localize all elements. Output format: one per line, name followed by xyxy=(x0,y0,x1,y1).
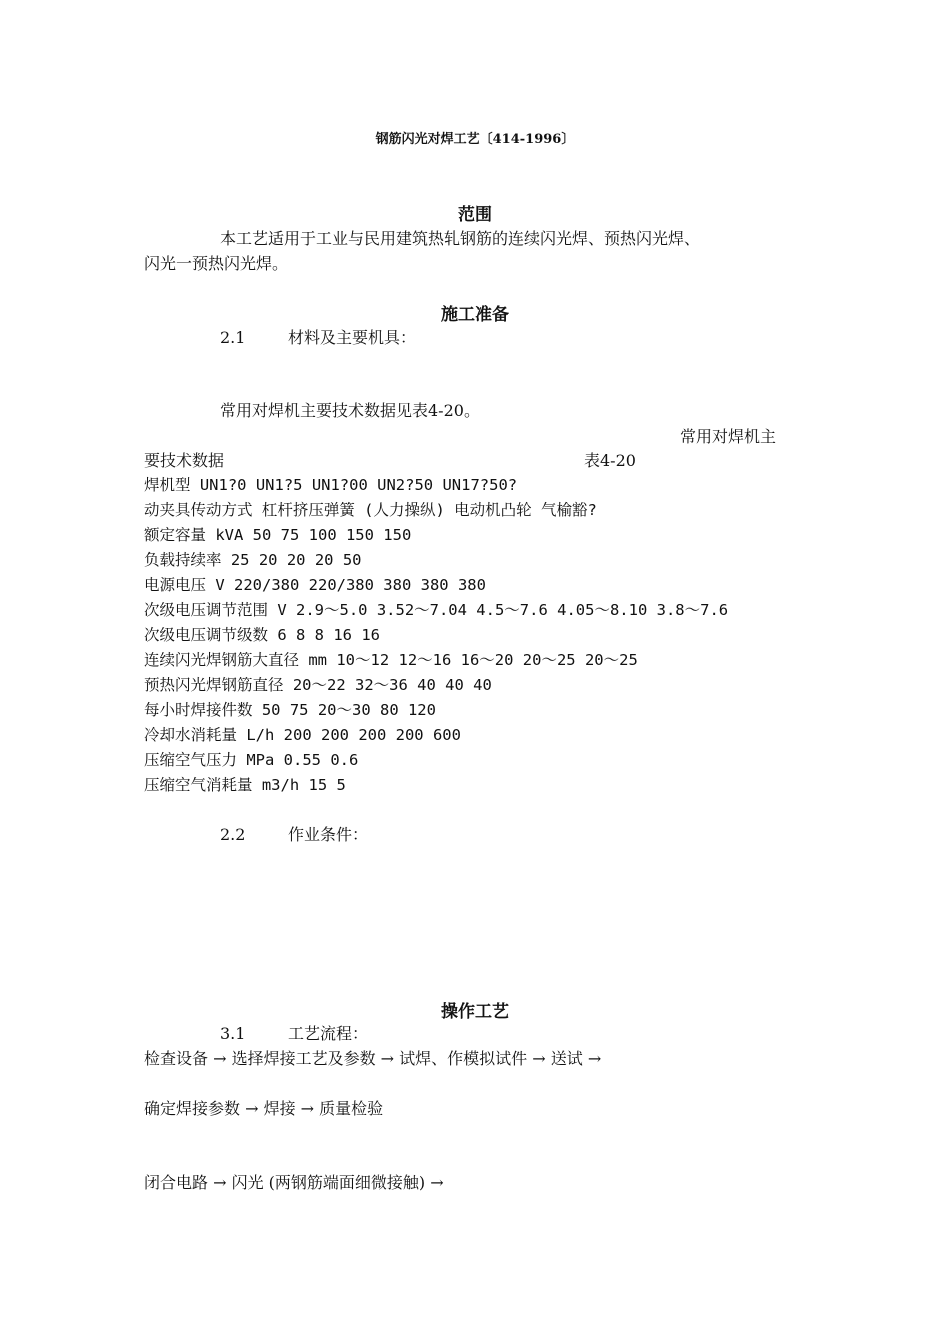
scope-paragraph-line2: 闪光一预热闪光焊。 xyxy=(144,254,289,273)
item-3-1-number: 3.1 xyxy=(220,1024,246,1043)
table-caption-left: 要技术数据 xyxy=(144,451,225,470)
heading-scope: 范围 xyxy=(458,205,492,225)
scope-paragraph-line1: 本工艺适用于工业与民用建筑热轧钢筋的连续闪光焊、预热闪光焊、 xyxy=(220,229,701,248)
item-2-1-number: 2.1 xyxy=(220,328,246,347)
item-3-1-text: 工艺流程： xyxy=(288,1024,369,1043)
table-intro: 常用对焊机主要技术数据见表4-20。 xyxy=(220,401,480,420)
item-2-2-text: 作业条件： xyxy=(288,825,369,844)
table-row: 焊机型 UN1?0 UN1?5 UN1?00 UN2?50 UN17?50? xyxy=(144,476,518,494)
table-row: 次级电压调节级数 6 8 8 16 16 xyxy=(144,626,380,644)
item-3-1 xyxy=(220,1021,368,1046)
flow-line-2: 确定焊接参数 → 焊接 → 质量检验 xyxy=(144,1099,384,1118)
table-row: 每小时焊接件数 50 75 20～30 80 120 xyxy=(144,701,436,719)
item-2-1-text: 材料及主要机具： xyxy=(288,328,417,347)
table-row: 负载持续率 25 20 20 20 50 xyxy=(144,551,362,569)
table-row: 额定容量 kVA 50 75 100 150 150 xyxy=(144,526,412,544)
heading-ops: 操作工艺 xyxy=(441,1002,509,1022)
flow-line-3: 闭合电路 → 闪光 (两钢筋端面细微接触) → xyxy=(144,1173,444,1192)
flow-line-1: 检查设备 → 选择焊接工艺及参数 → 试焊、作模拟试件 → 送试 → xyxy=(144,1049,602,1068)
table-row: 电源电压 V 220/380 220/380 380 380 380 xyxy=(144,576,486,594)
item-2-1 xyxy=(220,325,416,350)
table-row: 连续闪光焊钢筋大直径 mm 10～12 12～16 16～20 20～25 20～25 xyxy=(144,651,638,669)
item-2-2-number: 2.2 xyxy=(220,825,246,844)
table-row: 次级电压调节范围 V 2.9～5.0 3.52～7.04 4.5～7.6 4.05～8.10 3.8～7.6 xyxy=(144,601,729,619)
heading-prep: 施工准备 xyxy=(441,305,509,325)
table-row: 压缩空气压力 MPa 0.55 0.6 xyxy=(144,751,359,769)
item-2-2 xyxy=(220,822,368,847)
table-row: 动夹具传动方式 杠杆挤压弹簧 (人力操纵) 电动机凸轮 气榆豁? xyxy=(144,501,597,519)
table-row: 预热闪光焊钢筋直径 20～22 32～36 40 40 40 xyxy=(144,676,492,694)
table-caption-right: 常用对焊机主 xyxy=(680,427,777,446)
table-row: 压缩空气消耗量 m3/h 15 5 xyxy=(144,776,346,794)
document-title: 钢筋闪光对焊工艺〔414-1996〕 xyxy=(375,132,575,147)
tech-data-table xyxy=(144,473,728,798)
table-row: 冷却水消耗量 L/h 200 200 200 200 600 xyxy=(144,726,461,744)
table-number: 表4-20 xyxy=(584,451,636,470)
